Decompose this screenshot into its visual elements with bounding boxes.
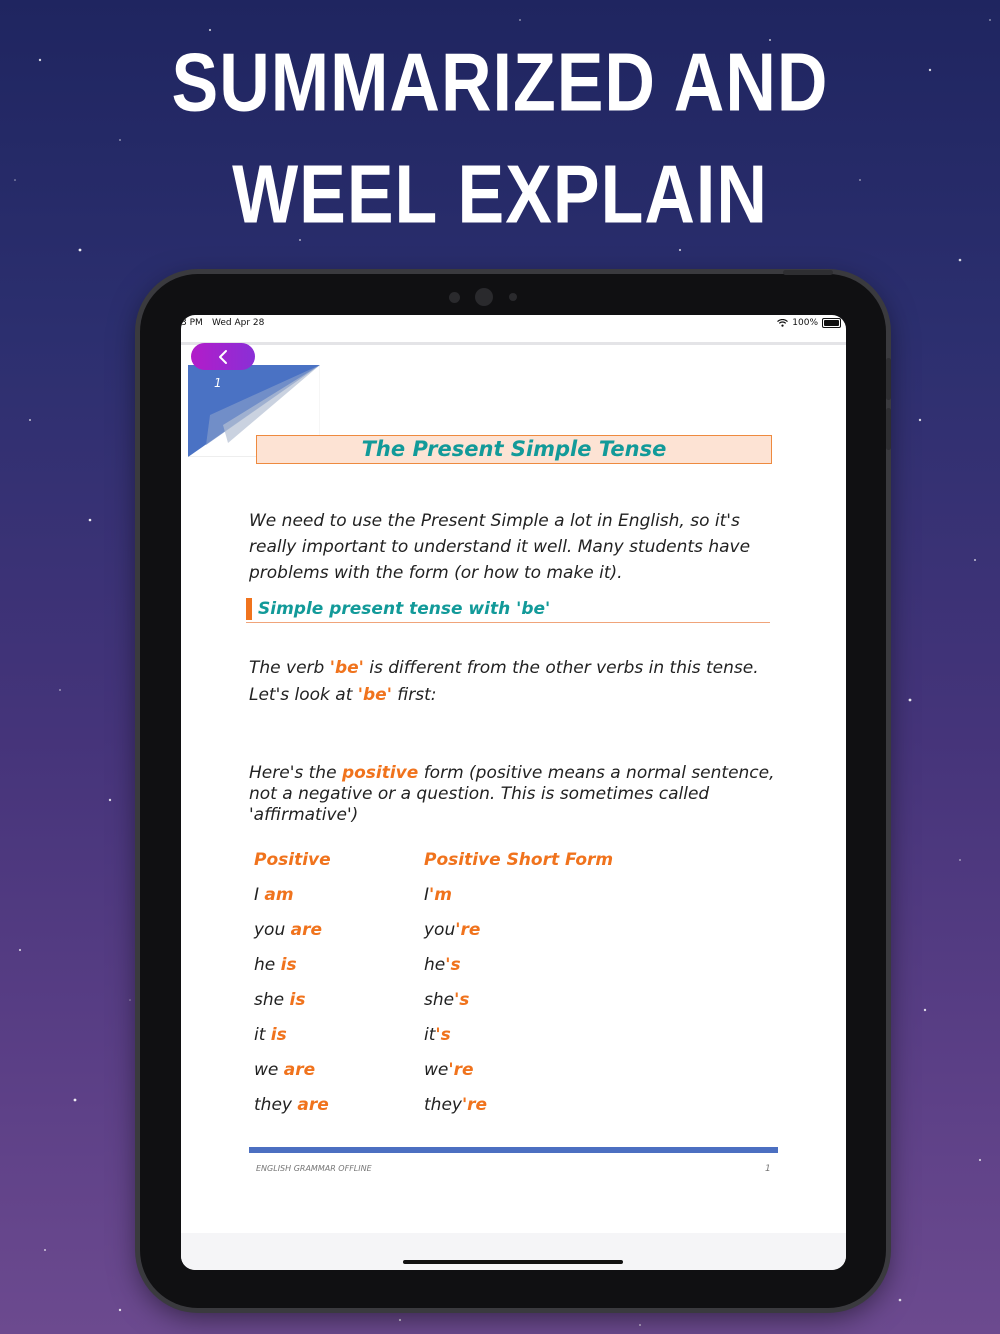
short-subject: you xyxy=(424,920,456,940)
conjugation-row xyxy=(254,885,294,905)
battery-icon xyxy=(822,318,841,328)
conjugation-row xyxy=(254,955,297,975)
short-form-row xyxy=(424,990,469,1010)
short-form-row xyxy=(424,955,461,975)
be-paragraph-text: is different from the other verbs in this tense. Let's look at xyxy=(249,658,759,705)
short-subject: he xyxy=(424,955,446,975)
short-verb: 're xyxy=(455,920,481,940)
status-date: Wed Apr 28 xyxy=(212,318,265,328)
be-keyword: 'be' xyxy=(357,685,392,705)
short-form-row xyxy=(424,1025,451,1045)
tablet-volume-down-button xyxy=(886,408,891,450)
page-title-box xyxy=(256,435,772,464)
footer-page-number: 1 xyxy=(765,1164,771,1174)
verb: is xyxy=(270,1025,287,1045)
short-form-row xyxy=(424,1095,487,1115)
be-paragraph-text: first: xyxy=(391,685,437,705)
short-subject: I xyxy=(424,885,430,905)
section-heading xyxy=(246,598,770,623)
short-verb: 's xyxy=(454,990,470,1010)
intro-paragraph: We need to use the Present Simple a lot in English, so it's really important to understand it well. Many students have problems with the form (or how to make it). xyxy=(249,511,751,583)
subject: you xyxy=(254,920,291,940)
short-subject: she xyxy=(424,990,455,1010)
verb: is xyxy=(280,955,297,975)
verb: are xyxy=(290,920,323,940)
positive-paragraph-text: form (positive means a normal sentence, not a negative or a question. This is sometimes called 'affirmative') xyxy=(249,763,775,825)
tablet-light-sensor xyxy=(509,293,517,301)
short-verb: 'm xyxy=(429,885,452,905)
section-heading-text: Simple present tense with 'be' xyxy=(258,599,551,619)
subject: she xyxy=(254,990,290,1010)
short-verb: 're xyxy=(448,1060,474,1080)
tablet-sensor xyxy=(449,292,460,303)
positive-keyword: positive xyxy=(341,763,419,783)
short-form-row xyxy=(424,920,480,940)
column-header-positive: Positive xyxy=(254,850,331,870)
conjugation-row xyxy=(254,1025,287,1045)
status-time: 3 PM xyxy=(181,318,203,328)
page-title: The Present Simple Tense xyxy=(361,437,667,461)
status-bar xyxy=(181,315,846,331)
footer-rule xyxy=(249,1147,778,1153)
section-accent-bar xyxy=(246,598,252,620)
short-subject: it xyxy=(424,1025,436,1045)
status-right xyxy=(777,318,841,328)
short-verb: 's xyxy=(445,955,461,975)
footer-book-title: ENGLISH GRAMMAR OFFLINE xyxy=(256,1164,372,1173)
subject: it xyxy=(254,1025,271,1045)
verb: am xyxy=(264,885,294,905)
short-subject: they xyxy=(424,1095,462,1115)
short-form-row xyxy=(424,1060,474,1080)
be-keyword: 'be' xyxy=(329,658,364,678)
headline-line-1: SUMMARIZED AND xyxy=(171,35,829,129)
verb: is xyxy=(289,990,306,1010)
back-button[interactable] xyxy=(191,343,255,370)
be-paragraph xyxy=(249,655,779,709)
bottom-toolbar-area xyxy=(181,1233,846,1270)
chevron-left-icon xyxy=(217,349,229,365)
headline-line-2: WEEL EXPLAIN xyxy=(232,147,768,241)
conjugation-row xyxy=(254,920,322,940)
conjugation-row xyxy=(254,1060,315,1080)
short-subject: we xyxy=(424,1060,449,1080)
verb: are xyxy=(297,1095,329,1115)
subject: I xyxy=(254,885,265,905)
short-verb: 're xyxy=(461,1095,488,1115)
tablet-screen xyxy=(181,315,846,1270)
tablet-camera xyxy=(475,288,493,306)
subject: he xyxy=(254,955,281,975)
subject: we xyxy=(254,1060,284,1080)
wifi-icon xyxy=(777,319,788,327)
short-form-row xyxy=(424,885,452,905)
nav-divider xyxy=(181,342,846,345)
subject: they xyxy=(254,1095,298,1115)
home-indicator[interactable] xyxy=(403,1260,623,1264)
verb: are xyxy=(283,1060,316,1080)
tablet-top-button xyxy=(783,270,833,275)
page-corner-number: 1 xyxy=(214,376,222,390)
conjugation-row xyxy=(254,990,305,1010)
conjugation-row xyxy=(254,1095,329,1115)
column-header-short-form: Positive Short Form xyxy=(424,850,614,870)
positive-paragraph xyxy=(249,763,779,826)
be-paragraph-text: The verb xyxy=(249,658,330,678)
short-verb: 's xyxy=(435,1025,451,1045)
positive-paragraph-text: Here's the xyxy=(249,763,342,783)
tablet-volume-up-button xyxy=(886,358,891,400)
battery-percent: 100% xyxy=(792,318,818,328)
